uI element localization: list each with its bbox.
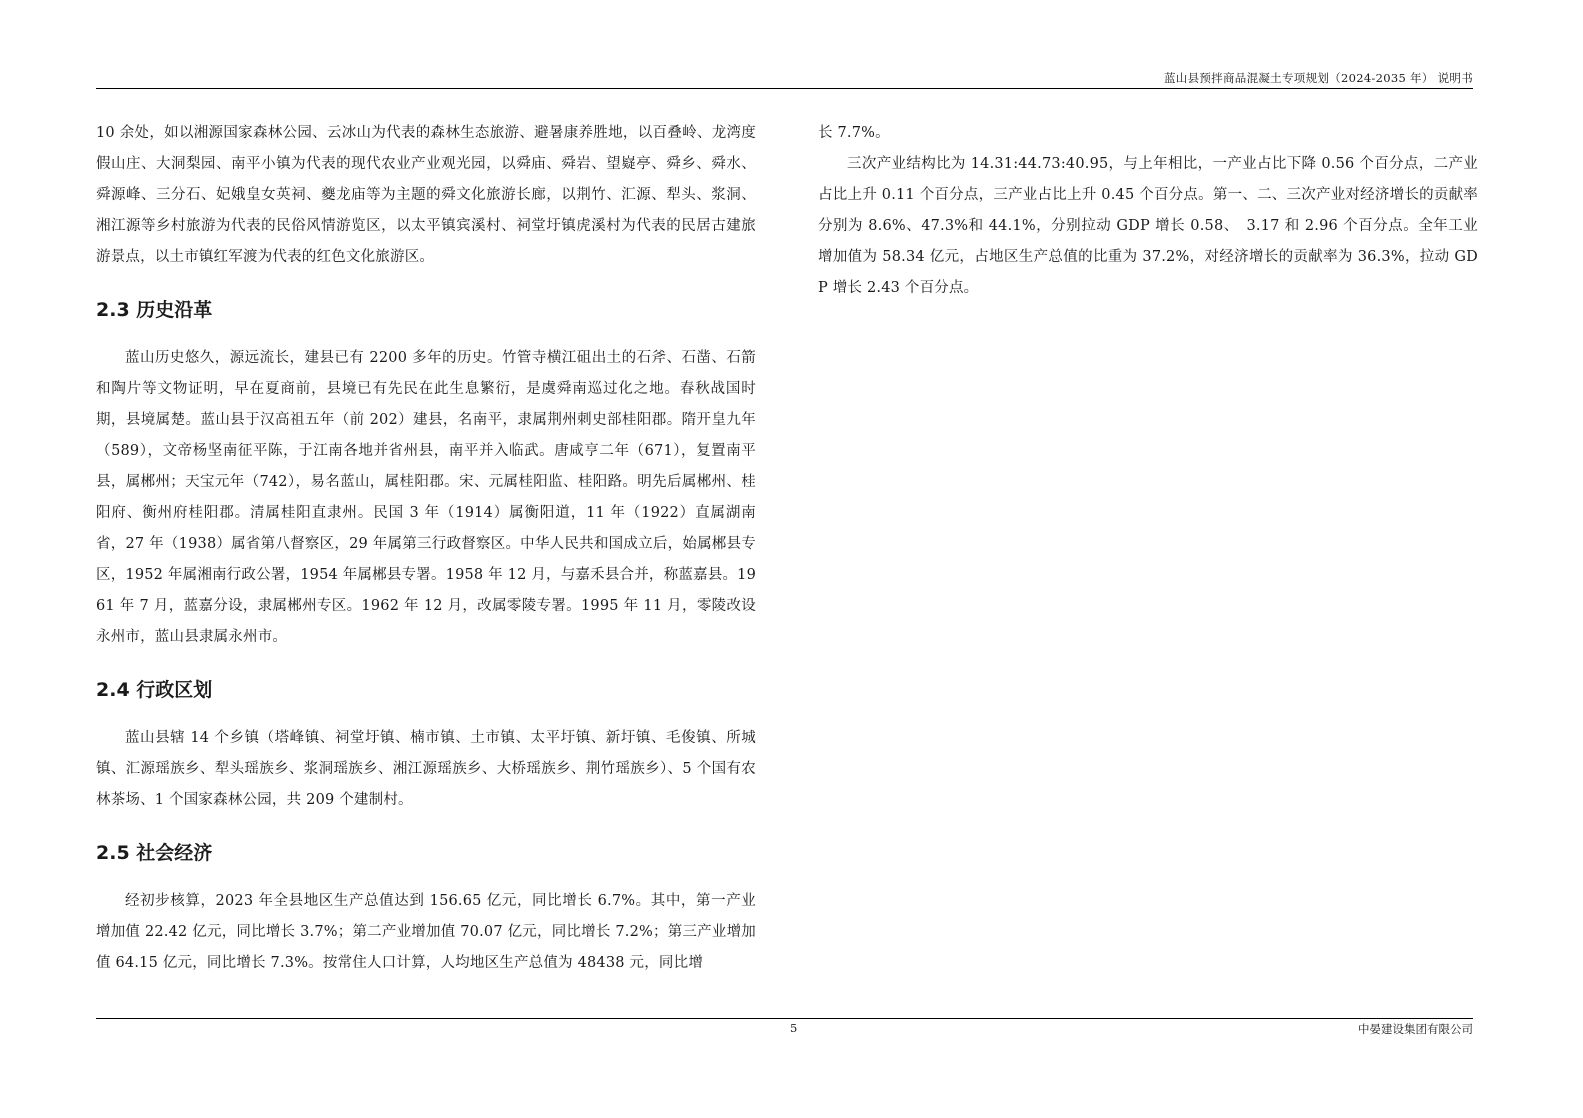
economy-paragraph: 经初步核算，2023 年全县地区生产总值达到 156.65 亿元，同比增长 6.7%。其中，第一产业增加值 22.42 亿元，同比增长 3.7%；第二产业增加值 70.07 亿元，同比增长 7.2%；第三产业增加值 64.15 亿元，同比增长 7.3%。按常住人口计算，人均地区生产总值为 48438 元，同比增 bbox=[96, 893, 756, 971]
document-title: 蓝山县预拌商品混凝土专项规划（2024-2035 年） 说明书 bbox=[1163, 71, 1473, 85]
left-column bbox=[96, 118, 756, 979]
admin-paragraph: 蓝山县辖 14 个乡镇（塔峰镇、祠堂圩镇、楠市镇、土市镇、太平圩镇、新圩镇、毛俊镇、所城镇、汇源瑶族乡、犁头瑶族乡、浆洞瑶族乡、湘江源瑶族乡、大桥瑶族乡、荆竹瑶族乡）、5 个国有农林茶场、1 个国家森林公园，共 209 个建制村。 bbox=[96, 730, 756, 808]
section-heading-history: 2.3 历史沿革 bbox=[96, 299, 213, 321]
right-column bbox=[818, 118, 1478, 304]
page-header bbox=[96, 68, 1473, 89]
company-name: 中晏建设集团有限公司 bbox=[1358, 1022, 1473, 1036]
section-heading-admin: 2.4 行政区划 bbox=[96, 679, 213, 701]
section-heading-economy: 2.5 社会经济 bbox=[96, 842, 213, 864]
tourism-paragraph: 10 余处，如以湘源国家森林公园、云冰山为代表的森林生态旅游、避暑康养胜地，以百叠岭、龙湾度假山庄、大洞梨园、南平小镇为代表的现代农业产业观光园，以舜庙、舜岩、望嶷亭、舜乡、舜水、舜源峰、三分石、妃娥皇女英祠、夔龙庙等为主题的舜文化旅游长廊，以荆竹、汇源、犁头、浆洞、湘江源等乡村旅游为代表的民俗风情游览区，以太平镇宾溪村、祠堂圩镇虎溪村为代表的民居古建旅游景点，以土市镇红军渡为代表的红色文化旅游区。 bbox=[96, 125, 756, 265]
page-number: 5 bbox=[790, 1021, 798, 1035]
industry-structure-paragraph: 三次产业结构比为 14.31:44.73:40.95，与上年相比，一产业占比下降 0.56 个百分点，二产业占比上升 0.11 个百分点，三产业占比上升 0.45 个百分点。第一、二、三次产业对经济增长的贡献率分别为 8.6%、47.3%和 44.1%，分别拉动 GDP 增长 0.58、 3.17 和 2.96 个百分点。全年工业增加值为 58.34 亿元，占地区生产总值的比重为 37.2%，对经济增长的贡献率为 36.3%，拉动 GDP 增长 2.43 个百分点。 bbox=[818, 156, 1478, 296]
economy-continuation: 长 7.7%。 bbox=[818, 125, 890, 141]
footer-rule bbox=[96, 1018, 1473, 1019]
history-paragraph: 蓝山历史悠久，源远流长，建县已有 2200 多年的历史。竹管寺横江砠出土的石斧、石凿、石箭和陶片等文物证明，早在夏商前，县境已有先民在此生息繁衍，是虞舜南巡过化之地。春秋战国时期，县境属楚。蓝山县于汉高祖五年（前 202）建县，名南平，隶属荆州刺史部桂阳郡。隋开皇九年（589），文帝杨坚南征平陈，于江南各地并省州县，南平并入临武。唐咸亨二年（671），复置南平县，属郴州；天宝元年（742），易名蓝山，属桂阳郡。宋、元属桂阳监、桂阳路。明先后属郴州、桂阳府、衡州府桂阳郡。清属桂阳直隶州。民国 3 年（1914）属衡阳道，11 年（1922）直属湖南省，27 年（1938）属省第八督察区，29 年属第三行政督察区。中华人民共和国成立后，始属郴县专区，1952 年属湘南行政公署，1954 年属郴县专署。1958 年 12 月，与嘉禾县合并，称蓝嘉县。1961 年 7 月，蓝嘉分设，隶属郴州专区。1962 年 12 月，改属零陵专署。1995 年 11 月，零陵改设永州市，蓝山县隶属永州市。 bbox=[96, 350, 756, 645]
